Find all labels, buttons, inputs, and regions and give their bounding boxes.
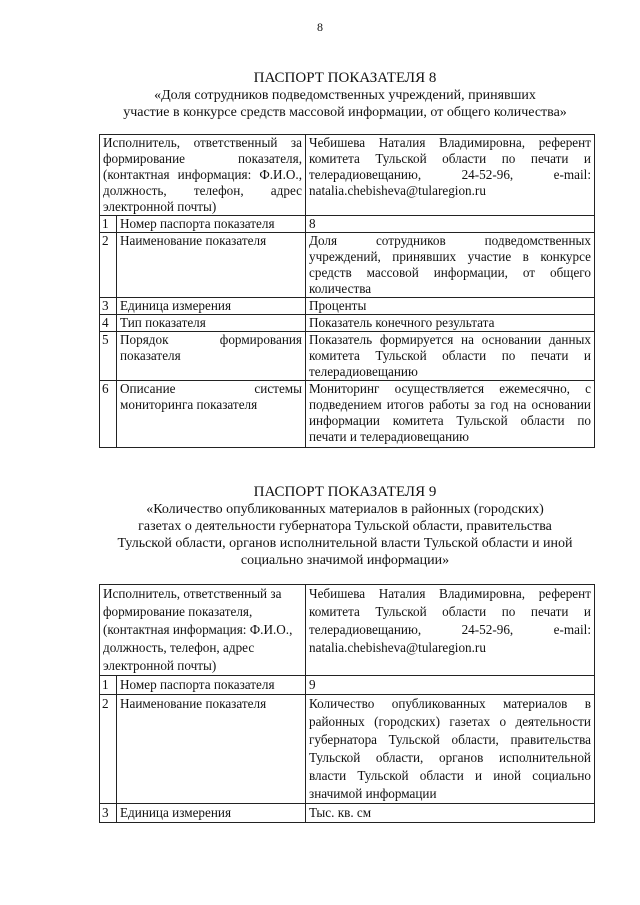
executor-label: Исполнитель, ответственный за формирование показателя, (контактная информация: Ф.И.О., должность, телефон, адрес электронной почты) xyxy=(100,135,306,216)
row-number: 5 xyxy=(100,332,117,381)
row-value: Проценты xyxy=(306,298,595,315)
passport-9-subtitle-line-4: социально значимой информации» xyxy=(240,553,450,568)
executor-row xyxy=(100,585,595,676)
passport-8-title: ПАСПОРТ ПОКАЗАТЕЛЯ 8 xyxy=(253,70,437,86)
row-number: 2 xyxy=(100,233,117,298)
passport-9-table xyxy=(99,584,595,823)
row-label: Единица измерения xyxy=(117,298,306,315)
row-value: 9 xyxy=(306,676,595,695)
row-number: 4 xyxy=(100,315,117,332)
table-row xyxy=(100,216,595,233)
row-label: Наименование показателя xyxy=(117,233,306,298)
row-number: 3 xyxy=(100,298,117,315)
executor-value: Чебишева Наталия Владимировна, референт комитета Тульской области по печати и телерадиовещанию, 24-52-96, e-mail: natalia.chebisheva@tularegion.ru xyxy=(306,585,595,676)
row-value: Количество опубликованных материалов в районных (городских) газетах о деятельности губернатора Тульской области, правительства Тульской области, органов исполнительной власти Тульской области и иной социально значимой информации xyxy=(306,695,595,804)
table-row xyxy=(100,233,595,298)
passport-8-subtitle-line-1: «Доля сотрудников подведомственных учреждений, принявших xyxy=(154,88,536,103)
page-number: 8 xyxy=(317,20,323,34)
passport-9-heading xyxy=(90,484,600,569)
row-label: Порядок формирования показателя xyxy=(117,332,306,381)
passport-8-subtitle-line-2: участие в конкурсе средств массовой информации, от общего количества» xyxy=(123,105,567,120)
passport-9-subtitle-line-2: газетах о деятельности губернатора Тульской области, правительства xyxy=(138,519,552,534)
row-value: Тыс. кв. см xyxy=(306,804,595,823)
row-number: 2 xyxy=(100,695,117,804)
row-label: Номер паспорта показателя xyxy=(117,676,306,695)
row-value: Мониторинг осуществляется ежемесячно, с подведением итогов работы за год на основании информации комитета Тульской области по печати и телерадиовещанию xyxy=(306,381,595,448)
passport-9-subtitle-line-1: «Количество опубликованных материалов в районных (городских) xyxy=(146,502,544,517)
executor-row xyxy=(100,135,595,216)
row-number: 1 xyxy=(100,216,117,233)
table-row xyxy=(100,298,595,315)
table-row xyxy=(100,804,595,823)
row-label: Тип показателя xyxy=(117,315,306,332)
row-label: Наименование показателя xyxy=(117,695,306,804)
table-row xyxy=(100,332,595,381)
row-number: 6 xyxy=(100,381,117,448)
row-value: Доля сотрудников подведомственных учреждений, принявших участие в конкурсе средств массовой информации, от общего количества xyxy=(306,233,595,298)
passport-8-heading xyxy=(90,70,600,121)
row-value: 8 xyxy=(306,216,595,233)
row-label: Номер паспорта показателя xyxy=(117,216,306,233)
table-row xyxy=(100,381,595,448)
executor-label: Исполнитель, ответственный за формирование показателя, (контактная информация: Ф.И.О., должность, телефон, адрес электронной почты) xyxy=(100,585,306,676)
table-row xyxy=(100,315,595,332)
table-row xyxy=(100,676,595,695)
passport-9-subtitle-line-3: Тульской области, органов исполнительной власти Тульской области и иной xyxy=(117,536,573,551)
row-value: Показатель конечного результата xyxy=(306,315,595,332)
executor-value: Чебишева Наталия Владимировна, референт комитета Тульской области по печати и телерадиовещанию, 24-52-96, e-mail: natalia.chebisheva@tularegion.ru xyxy=(306,135,595,216)
table-row xyxy=(100,695,595,804)
passport-9-title: ПАСПОРТ ПОКАЗАТЕЛЯ 9 xyxy=(253,484,437,500)
row-label: Описание системы мониторинга показателя xyxy=(117,381,306,448)
row-label: Единица измерения xyxy=(117,804,306,823)
row-number: 1 xyxy=(100,676,117,695)
passport-8-table xyxy=(99,134,595,448)
row-value: Показатель формируется на основании данных комитета Тульской области по печати и телерадиовещанию xyxy=(306,332,595,381)
row-number: 3 xyxy=(100,804,117,823)
